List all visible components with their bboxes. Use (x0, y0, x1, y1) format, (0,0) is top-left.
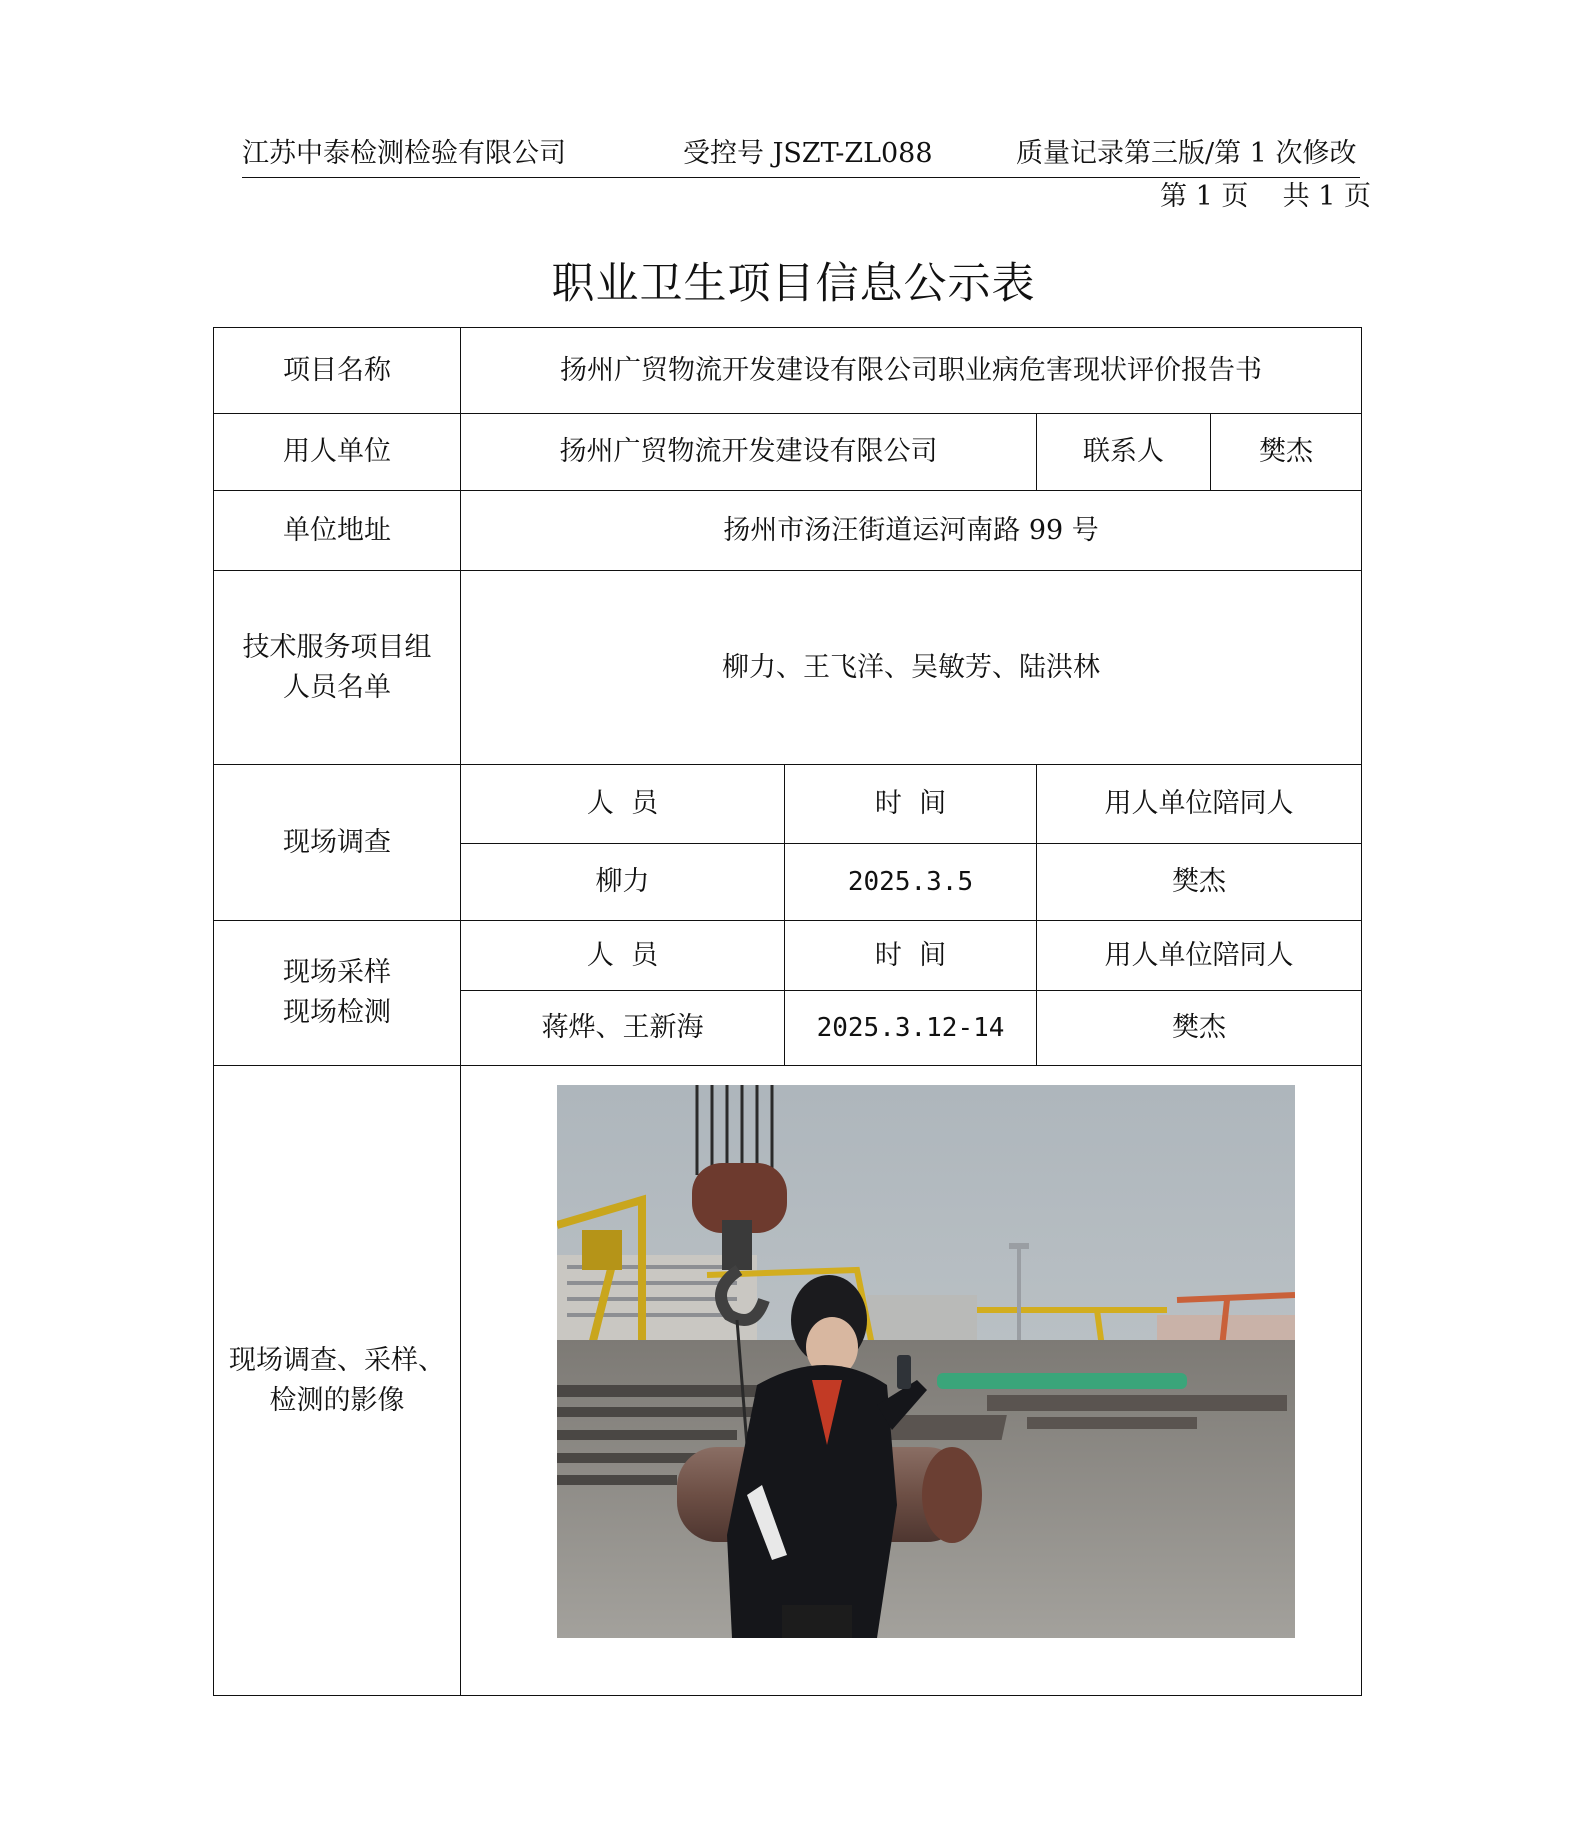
survey-col-person: 人 员 (461, 765, 785, 844)
survey-person: 柳力 (461, 844, 785, 921)
header-page-info: 第 1 页 共 1 页 (1160, 181, 1372, 212)
survey-label: 现场调查 (214, 765, 461, 921)
sampling-col-companion: 用人单位陪同人 (1037, 921, 1362, 991)
header-edition: 质量记录第三版/第 1 次修改 (1016, 138, 1357, 169)
row-employer (214, 414, 1362, 491)
photo-illustration-icon (557, 1085, 1295, 1638)
row-survey-header (214, 765, 1362, 844)
address-label: 单位地址 (214, 491, 461, 571)
sampling-col-person: 人 员 (461, 921, 785, 991)
employer-value: 扬州广贸物流开发建设有限公司 (461, 414, 1037, 491)
employer-label: 用人单位 (214, 414, 461, 491)
header-rule (242, 177, 1360, 178)
row-team (214, 571, 1362, 765)
survey-time: 2025.3.5 (785, 844, 1037, 921)
sampling-label-line2: 现场检测 (283, 997, 391, 1028)
sampling-col-time: 时 间 (785, 921, 1037, 991)
contact-label: 联系人 (1037, 414, 1211, 491)
row-address (214, 491, 1362, 571)
team-label (214, 571, 461, 765)
site-inspection-photo (557, 1085, 1295, 1638)
document-title: 职业卫生项目信息公示表 (551, 259, 1036, 309)
image-label-line1: 现场调查、采样、 (229, 1344, 445, 1376)
sampling-label-line1: 现场采样 (283, 957, 391, 988)
row-project-name (214, 328, 1362, 414)
image-label (214, 1066, 461, 1696)
header-control-number: 受控号 JSZT-ZL088 (683, 138, 933, 169)
row-sampling-header (214, 921, 1362, 991)
team-label-line2: 人员名单 (283, 671, 391, 703)
project-name-label: 项目名称 (214, 328, 461, 414)
survey-col-time: 时 间 (785, 765, 1037, 844)
survey-col-companion: 用人单位陪同人 (1037, 765, 1362, 844)
team-label-line1: 技术服务项目组 (242, 631, 432, 663)
project-name-value: 扬州广贸物流开发建设有限公司职业病危害现状评价报告书 (461, 328, 1362, 414)
sampling-person: 蒋烨、王新海 (461, 991, 785, 1066)
sampling-label (214, 921, 461, 1066)
sampling-companion: 樊杰 (1037, 991, 1362, 1066)
survey-companion: 樊杰 (1037, 844, 1362, 921)
sampling-time: 2025.3.12-14 (785, 991, 1037, 1066)
contact-value: 樊杰 (1211, 414, 1362, 491)
team-value: 柳力、王飞洋、吴敏芳、陆洪林 (461, 571, 1362, 765)
header-company: 江苏中泰检测检验有限公司 (242, 138, 566, 169)
address-value: 扬州市汤汪街道运河南路 99 号 (461, 491, 1362, 571)
image-label-line2: 检测的影像 (269, 1384, 405, 1416)
